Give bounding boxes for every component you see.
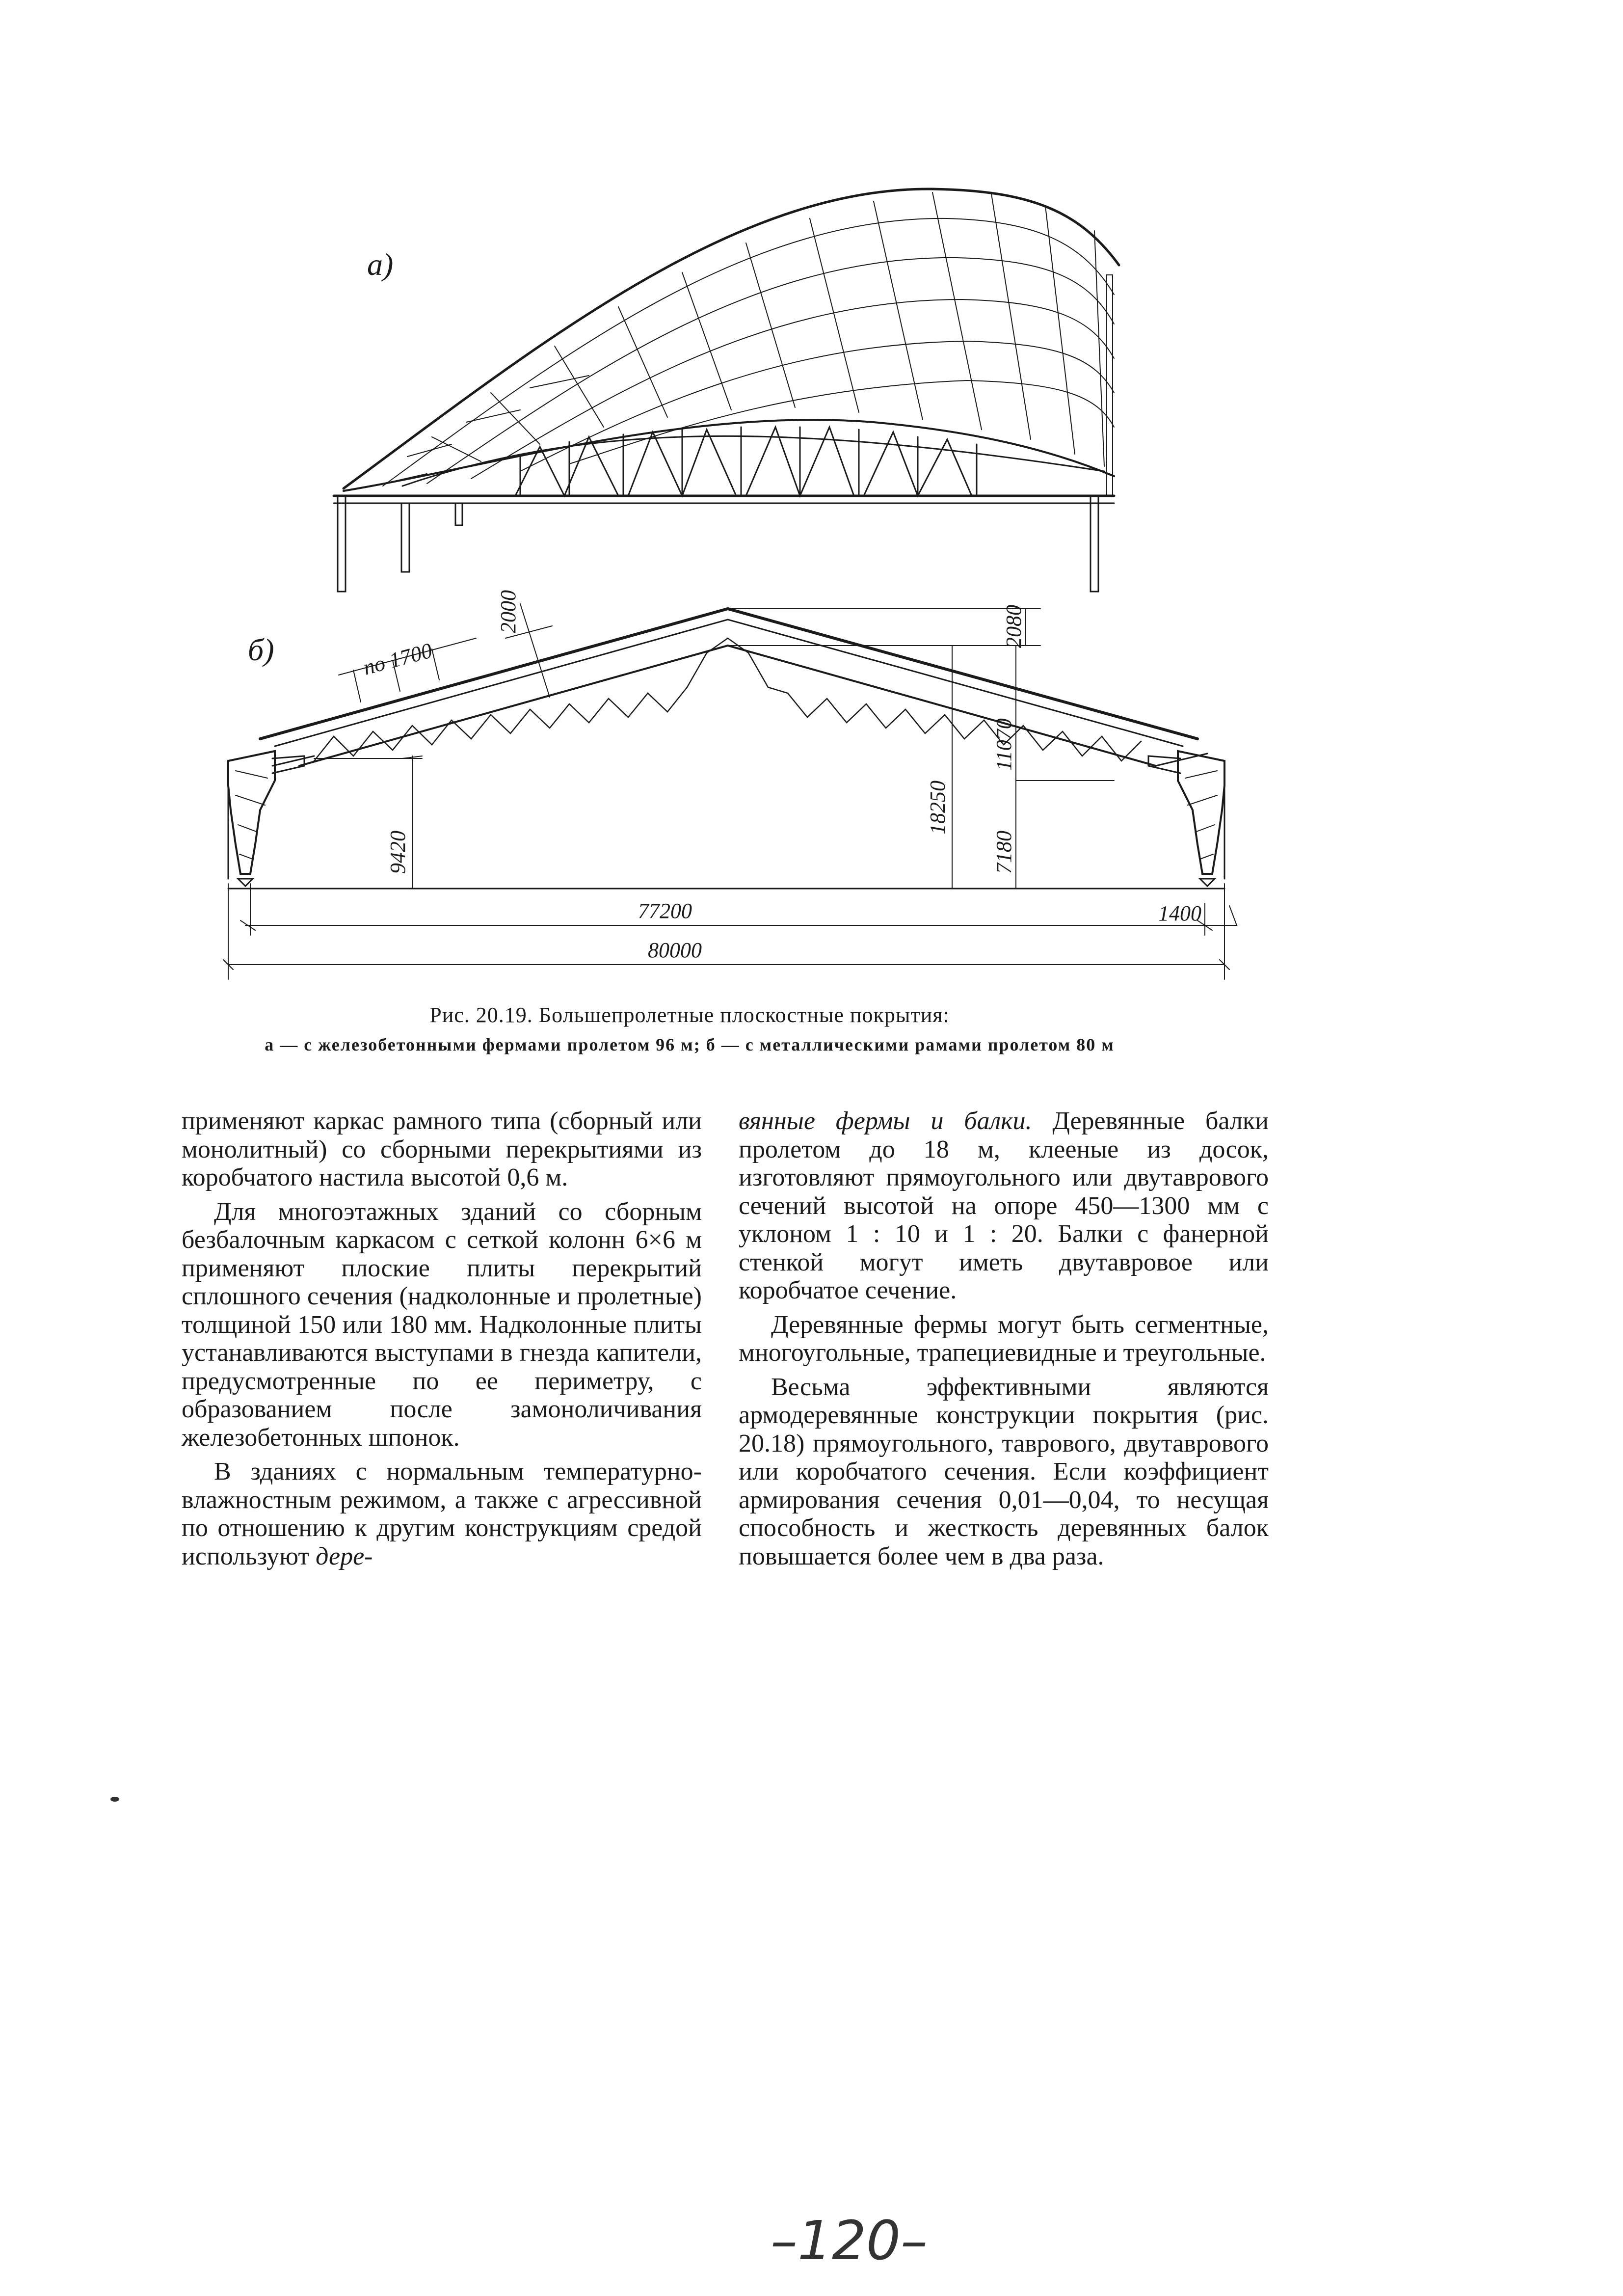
scan-smudge <box>110 1797 119 1802</box>
dim-truss-depth: 2000 <box>496 590 520 633</box>
figure-caption-title: Рис. 20.19. Большепролетные плоскостные покрытия: <box>429 1003 950 1027</box>
text-column-left <box>182 1107 702 1576</box>
dim-ridge-depth: 2080 <box>1002 605 1026 648</box>
paragraph: применяют каркас рамного типа (сборный или монолитный) со сборными перекрытиями из коробчатого настила высотой 0,6 м. <box>182 1107 702 1191</box>
paragraph: Деревянные фермы могут быть сегментные, многоугольные, трапециевидные и треугольные. <box>739 1310 1269 1367</box>
panel-b-label: б) <box>248 632 274 667</box>
dim-height-total: 18250 <box>926 781 950 835</box>
paragraph-text: Деревянные балки пролетом до 18 м, клееные из досок, изготовляют прямоугольного или двутаврового сечений высотой на опоре 450—1300 мм с уклоном 1 : 10 и 1 : 20. Балки с фанерной стенкой могут иметь двутавровое или коробчатое сечение. <box>739 1107 1269 1304</box>
paragraph-text: В зданиях с нормальным температурно-влажностным режимом, а также с агрессивной по отношению к другим конструкциям средой используют <box>182 1458 702 1570</box>
dim-height-upper: 11070 <box>992 718 1016 771</box>
dim-edge-offset: 1400 <box>1158 901 1201 925</box>
panel-a-label: а) <box>367 247 394 282</box>
dim-height-lower: 7180 <box>992 831 1016 874</box>
paragraph: Весьма эффективными являются армодеревянные конструкции покрытия (рис. 20.18) прямоугольного, таврового, двутаврового или коробчатого сечения. Если коэффициент армирования сечения 0,01—0,04, то несущая способность и жесткость деревянных балок повышается более чем в два раза. <box>739 1373 1269 1570</box>
dim-span-inner: 77200 <box>638 899 692 923</box>
paragraph-italic-text: вянные фермы и балки. <box>739 1107 1032 1135</box>
panel-a-drawing <box>334 189 1119 592</box>
panel-b-drawing <box>223 590 1237 979</box>
dim-step: по 1700 <box>360 638 435 680</box>
dim-span-total: 80000 <box>648 938 702 962</box>
figure-caption-subtitle: а — с железобетонными фермами пролетом 96 м; б — с металлическими рамами пролетом 80 м <box>265 1035 1115 1054</box>
paragraph-italic-text: дере- <box>316 1542 373 1570</box>
dim-height-left: 9420 <box>386 831 410 874</box>
page-number: –120– <box>771 2209 928 2272</box>
paragraph: Для многоэтажных зданий со сборным безбалочным каркасом с сеткой колонн 6×6 м применяют плоские плиты перекрытий сплошного сечения (надколонные и пролетные) толщиной 150 или 180 мм. Надколонные плиты устанавливаются выступами в гнезда капители, предусмотренные по ее периметру, с образованием после замоноличивания железобетонных шпонок. <box>182 1197 702 1452</box>
text-column-right <box>739 1107 1269 1576</box>
paragraph <box>182 1458 702 1570</box>
figure-large-span-roofs <box>0 0 1623 1001</box>
paragraph <box>739 1107 1269 1305</box>
